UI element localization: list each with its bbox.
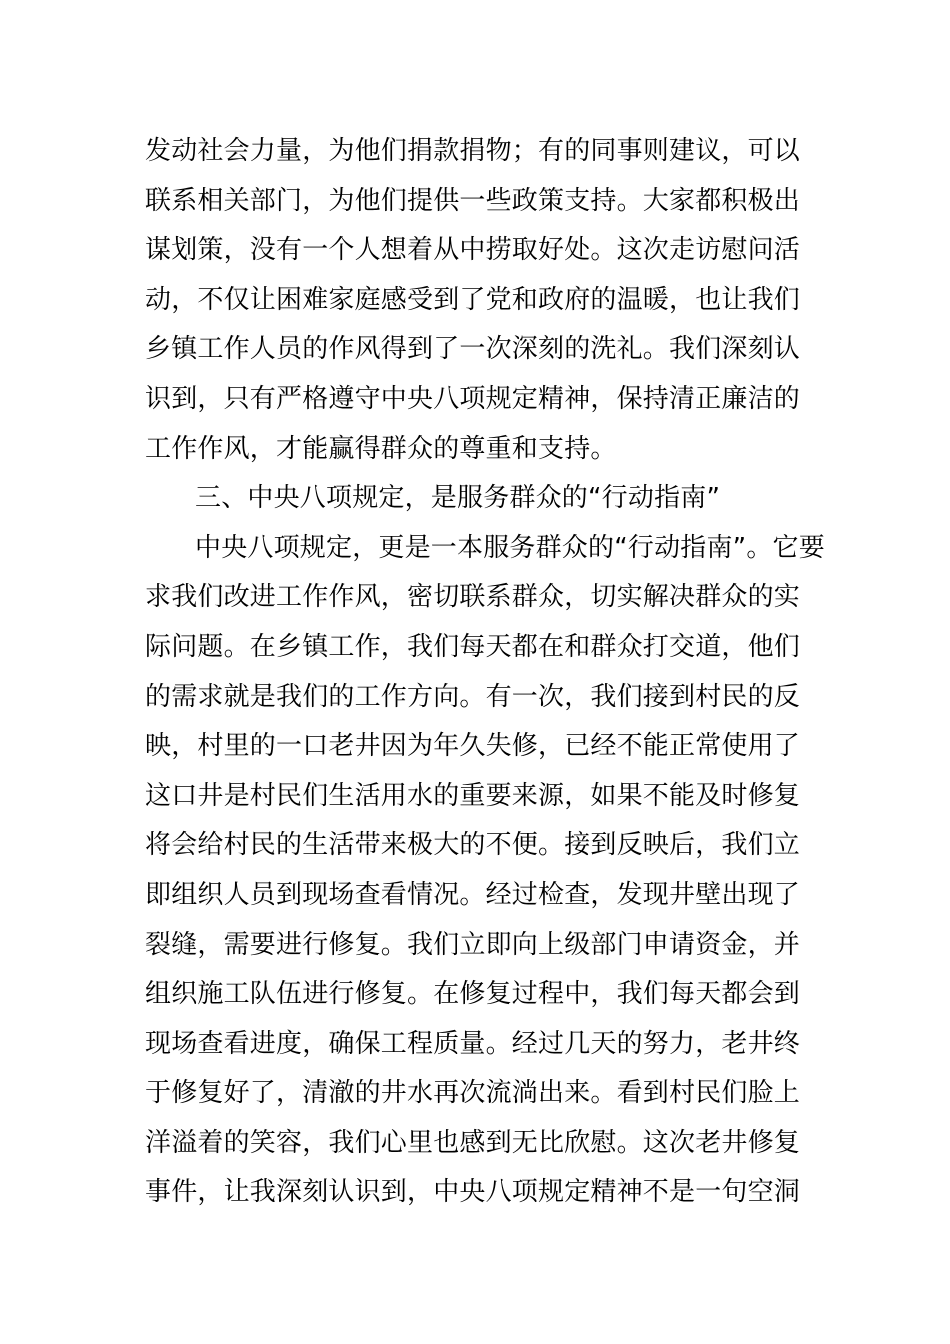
text-line: 识到，只有严格遵守中央八项规定精神，保持清正廉洁的 [145,383,801,414]
text-line: 洋溢着的笑容，我们心里也感到无比欣慰。这次老井修复 [145,1127,801,1158]
section-heading: 三、中央八项规定，是服务群众的“行动指南” [195,483,721,514]
text-line: 即组织人员到现场查看情况。经过检查，发现井壁出现了 [145,879,801,910]
text-line: 事件，让我深刻认识到，中央八项规定精神不是一句空洞 [145,1177,801,1208]
text-line: 这口井是村民们生活用水的重要来源，如果不能及时修复 [145,780,801,811]
text-line: 谋划策，没有一个人想着从中捞取好处。这次走访慰问活 [145,235,801,266]
text-line: 裂缝，需要进行修复。我们立即向上级部门申请资金，并 [145,929,801,960]
text-line: 工作作风，才能赢得群众的尊重和支持。 [145,433,617,464]
text-line: 映，村里的一口老井因为年久失修，已经不能正常使用了 [145,731,801,762]
text-line: 发动社会力量，为他们捐款捐物；有的同事则建议，可以 [145,136,801,166]
text-line: 现场查看进度，确保工程质量。经过几天的努力，老井终 [145,1028,801,1059]
paragraph-first-line: 中央八项规定，更是一本服务群众的“行动指南”。它要 [195,532,825,563]
text-line: 联系相关部门，为他们提供一些政策支持。大家都积极出 [145,185,801,216]
text-line: 乡镇工作人员的作风得到了一次深刻的洗礼。我们深刻认 [145,334,801,365]
text-line: 求我们改进工作作风，密切联系群众，切实解决群众的实 [145,582,801,613]
text-line: 组织施工队伍进行修复。在修复过程中，我们每天都会到 [145,979,801,1010]
text-line: 际问题。在乡镇工作，我们每天都在和群众打交道，他们 [145,631,801,662]
text-line: 动，不仅让困难家庭感受到了党和政府的温暖，也让我们 [145,284,801,315]
text-line: 的需求就是我们的工作方向。有一次，我们接到村民的反 [145,681,801,712]
text-line: 将会给村民的生活带来极大的不便。接到反映后，我们立 [145,830,801,861]
document-body [145,127,825,1218]
text-line: 于修复好了，清澈的井水再次流淌出来。看到村民们脸上 [145,1078,801,1109]
